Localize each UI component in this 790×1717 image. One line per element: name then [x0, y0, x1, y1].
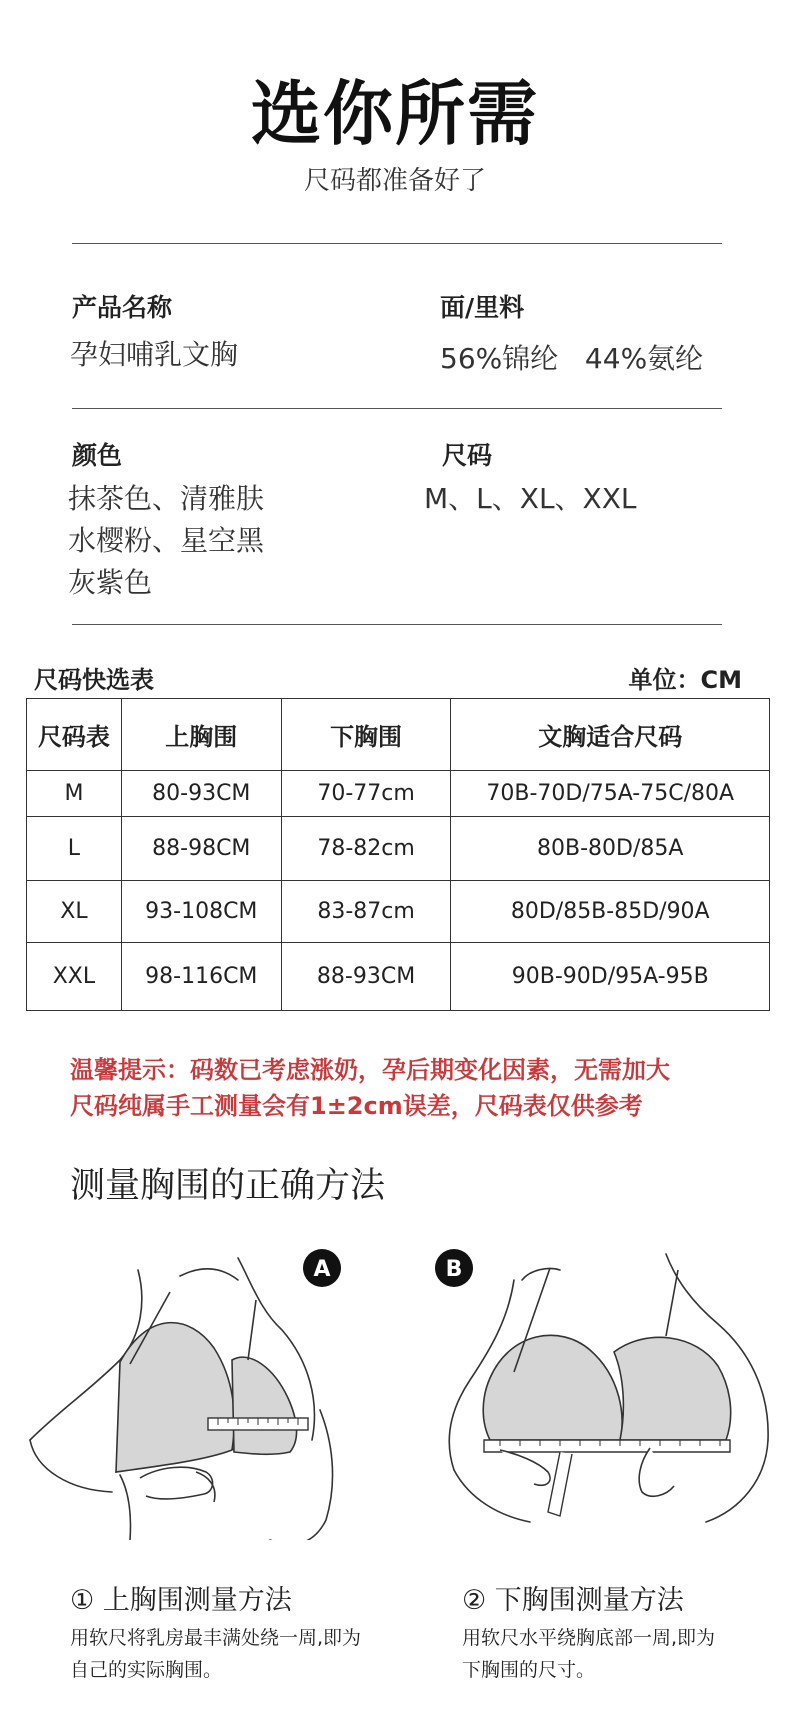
product-name-value: 孕妇哺乳文胸	[70, 338, 239, 371]
table-cell: XXL	[27, 943, 122, 1011]
method-title: 测量胸围的正确方法	[70, 1166, 386, 1206]
table-cell: 70B-70D/75A-75C/80A	[451, 771, 770, 817]
badge-b: B	[445, 1257, 463, 1282]
page-subtitle: 尺码都准备好了	[303, 166, 486, 196]
color-label: 颜色	[72, 441, 123, 470]
table-cell: 88-93CM	[281, 943, 451, 1011]
desc-line: 下胸围的尺寸。	[462, 1659, 596, 1681]
measure-illustration-b	[430, 1240, 780, 1540]
product-name-label: 产品名称	[72, 293, 173, 322]
size-value: M、L、XL、XXL	[424, 482, 637, 515]
table-cell: 98-116CM	[121, 943, 281, 1011]
desc-line: 用软尺将乳房最丰满处绕一周,即为	[70, 1627, 362, 1649]
table-cell: 80D/85B-85D/90A	[451, 881, 770, 943]
size-label: 尺码	[442, 441, 493, 470]
color-line: 水樱粉、星空黑	[68, 524, 265, 557]
bra-cup-right	[232, 1357, 297, 1454]
bra-cup-right	[614, 1337, 731, 1440]
divider	[72, 408, 722, 409]
table-header: 尺码表	[27, 699, 122, 771]
method-b-desc	[462, 1622, 715, 1686]
table-cell: 90B-90D/95A-95B	[451, 943, 770, 1011]
table-cell: 80B-80D/85A	[451, 817, 770, 881]
table-cell: 83-87cm	[281, 881, 451, 943]
table-cell: XL	[27, 881, 122, 943]
table-cell: 80-93CM	[121, 771, 281, 817]
measure-illustration-a	[20, 1240, 360, 1540]
size-table-unit: 单位：CM	[628, 666, 742, 694]
desc-line: 用软尺水平绕胸底部一周,即为	[462, 1627, 716, 1649]
size-table-title: 尺码快选表	[34, 666, 154, 694]
notice-line: 尺码纯属手工测量会有1±2cm误差，尺码表仅供参考	[70, 1092, 643, 1120]
color-line: 抹茶色、清雅肤	[68, 482, 265, 515]
table-header-row	[27, 699, 770, 771]
table-header: 文胸适合尺码	[451, 699, 770, 771]
divider	[72, 243, 722, 244]
table-cell: 70-77cm	[281, 771, 451, 817]
badge-a: A	[313, 1257, 331, 1282]
divider	[72, 624, 722, 625]
table-header: 上胸围	[121, 699, 281, 771]
color-values	[68, 478, 264, 604]
size-table	[26, 698, 770, 1011]
method-a-title: ① 上胸围测量方法	[70, 1585, 292, 1616]
size-notice	[70, 1052, 760, 1124]
table-cell: M	[27, 771, 122, 817]
table-cell: L	[27, 817, 122, 881]
notice-line: 温馨提示：码数已考虑涨奶，孕后期变化因素，无需加大	[70, 1056, 670, 1084]
table-cell: 78-82cm	[281, 817, 451, 881]
fabric-label: 面/里料	[440, 293, 525, 322]
fabric-value: 56%锦纶 44%氨纶	[440, 342, 704, 375]
bra-cup-left	[483, 1335, 622, 1440]
table-row	[27, 943, 770, 1011]
table-header: 下胸围	[281, 699, 451, 771]
table-row	[27, 817, 770, 881]
method-b-title: ② 下胸围测量方法	[462, 1585, 684, 1616]
desc-line: 自己的实际胸围。	[70, 1659, 223, 1681]
table-cell: 88-98CM	[121, 817, 281, 881]
table-row	[27, 771, 770, 817]
table-row	[27, 881, 770, 943]
table-cell: 93-108CM	[121, 881, 281, 943]
bra-cup-left	[116, 1323, 234, 1472]
color-line: 灰紫色	[68, 566, 153, 599]
page-title: 选你所需	[251, 73, 539, 155]
method-a-desc	[70, 1622, 361, 1686]
tape-measure	[484, 1440, 730, 1452]
